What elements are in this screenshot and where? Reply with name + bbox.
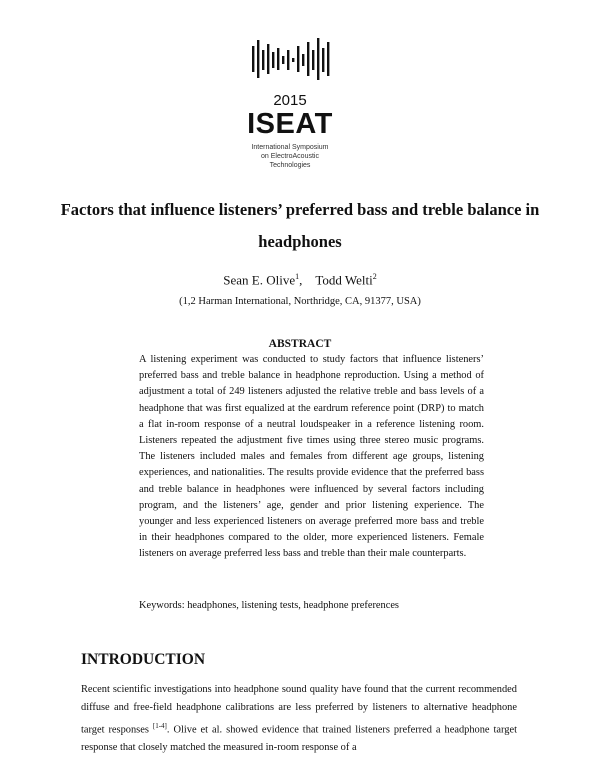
citation-ref: [1-4] <box>152 722 167 730</box>
intro-text: Recent scientific investigations into headphone sound quality have found that the current recommended diffuse and free-field headphone calibrations are less preferred by listeners to alternative headphone target responses <box>81 684 517 736</box>
waveform-logo-icon <box>250 36 332 82</box>
author-list <box>0 272 600 288</box>
intro-text: . Olive et al. showed evidence that trained listeners preferred a headphone target response that closely matched the measured in-room response of a <box>81 724 518 754</box>
affiliation: (1,2 Harman International, Northridge, CA, 91377, USA) <box>179 296 421 307</box>
introduction-body <box>81 681 517 757</box>
author-name: Todd Welti <box>315 272 373 288</box>
section-heading-introduction: INTRODUCTION <box>81 651 206 668</box>
author-separator: , <box>299 272 303 288</box>
keywords: Keywords: headphones, listening tests, headphone preferences <box>139 600 399 611</box>
logo-name: ISEAT <box>247 108 333 140</box>
logo-subtitle-line: on ElectroAcoustic <box>261 153 319 160</box>
logo-subtitle-line: Technologies <box>269 162 311 169</box>
paper-title-line-2: headphones <box>258 232 342 251</box>
affiliation-marker: 1 <box>295 272 300 281</box>
author-name: Sean E. Olive <box>223 272 296 288</box>
logo-year: 2015 <box>273 92 307 109</box>
logo-subtitle <box>240 143 340 170</box>
abstract-heading: ABSTRACT <box>268 338 332 350</box>
abstract-body: A listening experiment was conducted to study factors that influence listeners’ preferred bass and treble balance in headphone reproduction. Using a method of adjustment a total of 249 listeners adjusted the relative treble and bass levels of a headphone that was first equalized at the eardrum reference point (DRP) to match a flat in-room response of a neutral loudspeaker in a reference listening room. Listeners repeated the adjustment five times using three stereo music programs. The listeners included males and females from different age groups, listening experiences, and nationalities. The results provide evidence that the preferred bass and treble balance in headphones were influenced by several factors including program, and the listeners’ age, gender and prior listening experience. The younger and less experienced listeners on average preferred more bass and treble in their headphones compared to the older, more experienced listeners. Female listeners on average preferred less bass and treble than their male counterparts. <box>139 354 484 560</box>
affiliation-marker: 2 <box>372 272 377 281</box>
paper-title-line-1: Factors that influence listeners’ preferred bass and treble balance in <box>60 200 540 219</box>
logo-subtitle-line: International Symposium <box>251 144 329 151</box>
conference-logo <box>240 36 340 186</box>
